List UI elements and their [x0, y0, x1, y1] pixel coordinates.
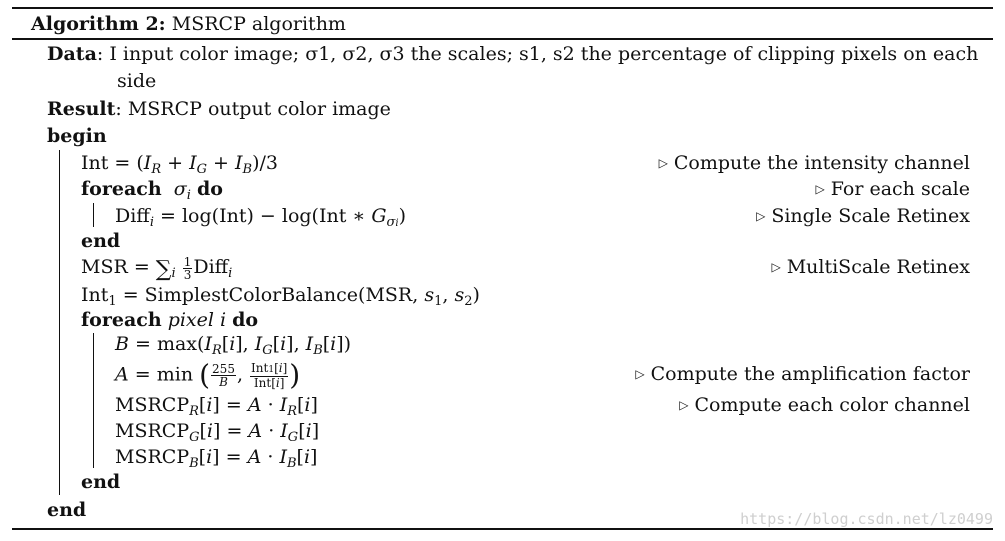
msr-formula: MSR = $\sum_i$ $\frac{1}{3}$ Diff$_i$	[81, 254, 233, 282]
data-line: Data: I input color image; σ1, σ2, σ3 the scales; s1, s2 the percentage of clipping pixels on each	[47, 43, 979, 65]
comment-ssr: ▷ Single Scale Retinex	[756, 204, 970, 228]
end-foreach-pixel: end	[81, 471, 121, 493]
foreach-scale-line: foreach $\sigma_i$ do	[81, 178, 223, 203]
algorithm-caption	[31, 12, 346, 36]
end-foreach-scale: end	[81, 230, 121, 252]
foreach-scale-bar	[93, 203, 94, 227]
result-keyword: Result	[47, 98, 116, 120]
comment-each-scale: ▷ For each scale	[816, 177, 970, 201]
foreach-keyword-2: foreach	[81, 309, 162, 331]
data-line-continuation: side	[117, 70, 157, 92]
begin-keyword: begin	[47, 125, 107, 147]
data-keyword: Data	[47, 43, 97, 65]
algorithm-label: Algorithm 2:	[31, 13, 166, 35]
foreach-pixel-bar	[93, 333, 94, 468]
color-balance-formula: Int$_1$ = SimplestColorBalance(MSR, $s_1$, $s_2$)	[81, 284, 480, 309]
watermark-url: https://blog.csdn.net/lz0499	[740, 510, 993, 528]
comment-color-channel: ▷ Compute each color channel	[679, 393, 970, 417]
intensity-formula: Int = $(I_R + I_G + I_B)/3$	[81, 152, 278, 177]
msrcp-g-formula: $MSRCP_G[i] = A \cdot I_G[i]$	[115, 420, 320, 445]
msrcp-r-formula: $MSRCP_R[i] = A \cdot I_R[i]$	[115, 394, 318, 419]
result-line	[47, 97, 391, 121]
caption-rule	[12, 38, 993, 40]
do-keyword: do	[196, 178, 223, 200]
comment-intensity: ▷ Compute the intensity channel	[659, 151, 970, 175]
loop-variable-pixel: pixel i	[167, 309, 227, 331]
result-description: : MSRCP output color image	[115, 98, 391, 120]
algorithm-title: MSRCP algorithm	[171, 13, 346, 35]
top-rule	[12, 7, 993, 9]
data-description: I input color image; σ1, σ2, σ3 the scales; s1, s2 the percentage of clipping pixels on each	[109, 43, 979, 65]
foreach-pixel-line	[81, 308, 258, 332]
bottom-rule	[12, 528, 993, 530]
b-formula: $B = \max(I_R[i]$, $I_G[i]$, $I_B[i]$)	[115, 333, 352, 358]
foreach-keyword: foreach	[81, 178, 162, 200]
comment-amplification: ▷ Compute the amplification factor	[635, 362, 970, 386]
begin-block-bar	[59, 150, 60, 495]
do-keyword-2: do	[232, 309, 259, 331]
ssr-formula: Diff$_i$ = log(Int) − log(Int ∗ $G_{\sigma i}$)	[115, 205, 407, 230]
end-keyword: end	[47, 499, 87, 521]
msrcp-b-formula: $MSRCP_B[i] = A \cdot I_B[i]$	[115, 446, 318, 471]
comment-msr: ▷ MultiScale Retinex	[771, 255, 970, 279]
a-formula: A = min ( $\frac{255}{B}$ , $\frac{\text{Int1[i]}}{\text{Int[i]}}$ )	[115, 358, 301, 392]
